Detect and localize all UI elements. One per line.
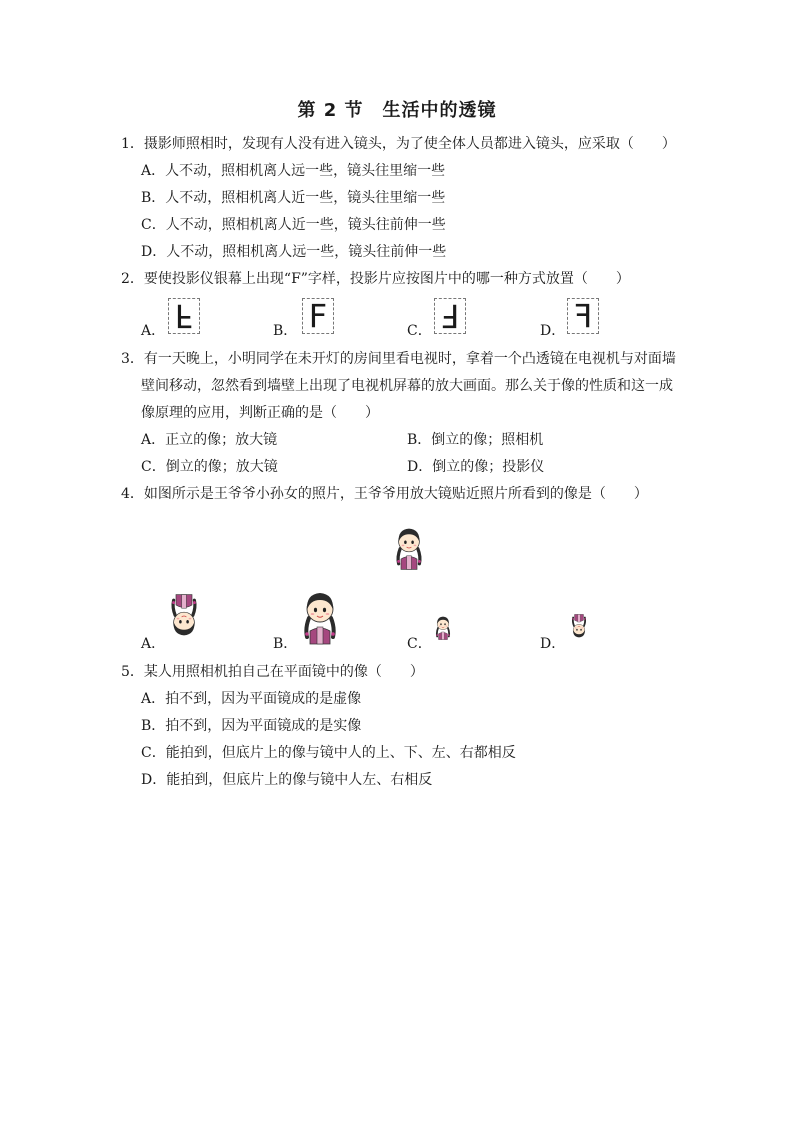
f-glyph-mirrored: F	[573, 297, 593, 335]
question-4-stem: 4．如图所示是王爷爷小孙女的照片，王爷爷用放大镜贴近照片所看到的像是（ ）	[121, 486, 648, 502]
question-2-label-a: A．	[141, 323, 166, 339]
girl-image-upright-enlarged	[300, 587, 340, 645]
question-4-label-d: D．	[540, 636, 566, 652]
question-2-figure-c	[434, 298, 466, 334]
question-5-option-d: D．能拍到，但底片上的像与镜中人左、右相反	[141, 772, 433, 788]
question-5-option-b: B．拍不到，因为平面镜成的是实像	[141, 718, 362, 734]
page-title: 第 2 节 生活中的透镜	[297, 100, 497, 121]
question-3-option-a: A．正立的像；放大镜	[141, 432, 278, 448]
question-3-option-b: B．倒立的像；照相机	[407, 432, 544, 448]
question-2-label-d: D．	[540, 323, 566, 339]
question-5-stem: 5．某人用照相机拍自己在平面镜中的像（ ）	[121, 664, 424, 680]
question-2-figure-b	[302, 298, 334, 334]
f-glyph-upside-down: F	[174, 297, 194, 335]
question-3-stem-line-2: 壁间移动，忽然看到墙壁上出现了电视机屏幕的放大画面。那么关于像的性质和这一成	[141, 378, 673, 394]
question-1-option-b: B．人不动，照相机离人近一些，镜头往里缩一些	[141, 190, 446, 206]
question-3-option-d: D．倒立的像；投影仪	[407, 459, 545, 475]
question-4-label-c: C．	[407, 636, 432, 652]
question-2-label-b: B．	[273, 323, 298, 339]
question-5-option-c: C．能拍到，但底片上的像与镜中人的上、下、左、右都相反	[141, 745, 516, 761]
question-2-figure-d	[567, 298, 599, 334]
girl-image-inverted	[168, 594, 200, 640]
question-2-label-c: C．	[407, 323, 432, 339]
question-1-stem: 1．摄影师照相时，发现有人没有进入镜头，为了使全体人员都进入镜头，应采取（ ）	[121, 136, 676, 152]
girl-image-inverted-reduced	[570, 614, 588, 640]
question-2-stem: 2．要使投影仪银幕上出现“F”字样，投影片应按图片中的哪一种方式放置（ ）	[121, 271, 630, 287]
question-4-label-b: B．	[273, 636, 298, 652]
question-4-label-a: A．	[141, 636, 166, 652]
question-2-figure-a	[168, 298, 200, 334]
girl-image-upright-reduced	[434, 614, 452, 640]
question-3-stem-line-1: 3．有一天晚上，小明同学在未开灯的房间里看电视时，拿着一个凸透镜在电视机与对面墙	[121, 351, 676, 367]
question-3-option-c: C．倒立的像；放大镜	[141, 459, 278, 475]
f-glyph-normal: F	[308, 297, 328, 335]
question-3-stem-line-3: 像原理的应用，判断正确的是（ ）	[141, 405, 379, 421]
girl-photo-original	[393, 524, 425, 570]
question-5-option-a: A．拍不到，因为平面镜成的是虚像	[141, 691, 362, 707]
question-1-option-d: D．人不动，照相机离人远一些，镜头往前伸一些	[141, 244, 447, 260]
f-glyph-rotated: F	[440, 297, 460, 335]
question-1-option-c: C．人不动，照相机离人近一些，镜头往前伸一些	[141, 217, 446, 233]
question-1-option-a: A．人不动，照相机离人远一些，镜头往里缩一些	[141, 163, 446, 179]
